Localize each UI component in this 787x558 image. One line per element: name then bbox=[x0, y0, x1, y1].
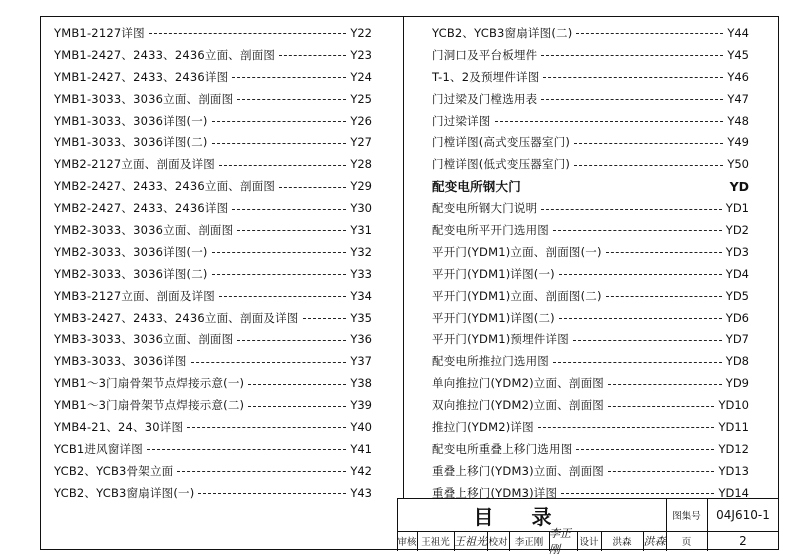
toc-entry-code: Y22 bbox=[350, 25, 372, 40]
leader-dashes bbox=[232, 77, 346, 78]
leader-dashes bbox=[147, 449, 346, 450]
toc-entry-code: Y26 bbox=[350, 113, 372, 128]
toc-entry-code: Y40 bbox=[350, 419, 372, 434]
leader-dashes bbox=[608, 406, 714, 407]
leader-dashes bbox=[187, 427, 346, 428]
toc-entry-code: Y46 bbox=[727, 69, 749, 84]
toc-entry bbox=[432, 285, 749, 307]
toc-entry-code: Y24 bbox=[350, 69, 372, 84]
page-number: 2 bbox=[739, 534, 747, 548]
toc-entry bbox=[54, 131, 372, 153]
toc-entry-title: 平开门(YDM1)详图(二) bbox=[432, 310, 555, 325]
reviewer-signature: 王祖光 bbox=[454, 535, 487, 548]
leader-dashes bbox=[543, 77, 723, 78]
toc-entry bbox=[432, 241, 749, 263]
toc-entry-code: Y50 bbox=[727, 157, 749, 172]
toc-entry bbox=[54, 460, 372, 482]
toc-entry-title: YMB4-21、24、30详图 bbox=[54, 419, 184, 434]
toc-entry-title: YMB1～3门扇骨架节点焊接示意(一) bbox=[54, 376, 245, 391]
toc-entry bbox=[432, 350, 749, 372]
toc-entry-code: YD9 bbox=[725, 376, 749, 391]
toc-entry-code: Y48 bbox=[727, 113, 749, 128]
toc-entry bbox=[54, 22, 372, 44]
leader-dashes bbox=[538, 427, 715, 428]
toc-entry bbox=[432, 416, 749, 438]
toc-entry-title: 门樘详图(低式变压器室门) bbox=[432, 157, 571, 172]
toc-entry bbox=[54, 285, 372, 307]
title-block bbox=[397, 498, 779, 556]
toc-entry bbox=[432, 307, 749, 329]
toc-entry-title: 单向推拉门(YDM2)立面、剖面图 bbox=[432, 376, 604, 391]
toc-entry-code: Y27 bbox=[350, 135, 372, 150]
leader-dashes bbox=[232, 209, 346, 210]
leader-dashes bbox=[576, 33, 723, 34]
design-label: 设计 bbox=[579, 537, 599, 548]
toc-entry-title: YMB1-2127详图 bbox=[54, 25, 145, 40]
toc-entry-title: YMB1-3033、3036详图(二) bbox=[54, 135, 208, 150]
toc-entry-title: 配变电所钢大门说明 bbox=[432, 201, 538, 216]
toc-entry-code: YD bbox=[729, 178, 749, 194]
toc-entry bbox=[54, 350, 372, 372]
toc-entry-title: 平开门(YDM1)预埋件详图 bbox=[432, 332, 569, 347]
leader-dashes bbox=[212, 143, 346, 144]
leader-dashes bbox=[248, 406, 346, 407]
leader-dashes bbox=[576, 449, 714, 450]
toc-entry-title: 重叠上移门(YDM3)详图 bbox=[432, 485, 558, 500]
catalog-title: 目录 bbox=[473, 504, 590, 529]
toc-entry bbox=[54, 372, 372, 394]
check-label: 校对 bbox=[488, 537, 508, 548]
leader-dashes bbox=[177, 471, 346, 472]
toc-entry-code: Y23 bbox=[350, 47, 372, 62]
toc-entry bbox=[54, 197, 372, 219]
leader-dashes bbox=[541, 55, 723, 56]
toc-entry bbox=[54, 153, 372, 175]
toc-entry-title: 配变电所推拉门选用图 bbox=[432, 354, 549, 369]
toc-entry bbox=[432, 438, 749, 460]
leader-dashes bbox=[198, 493, 346, 494]
leader-dashes bbox=[541, 209, 721, 210]
toc-entry bbox=[432, 197, 749, 219]
leader-dashes bbox=[608, 384, 722, 385]
toc-entry-code: YD3 bbox=[725, 244, 749, 259]
atlas-number-label: 图集号 bbox=[672, 511, 701, 522]
atlas-number: 04J610-1 bbox=[716, 508, 770, 522]
leader-dashes bbox=[495, 121, 724, 122]
toc-entry bbox=[432, 22, 749, 44]
toc-entry-title: YCB2、YCB3窗扇详图(一) bbox=[54, 485, 195, 500]
toc-entry-code: YD4 bbox=[725, 266, 749, 281]
leader-dashes bbox=[303, 318, 346, 319]
toc-right-column bbox=[432, 22, 749, 504]
toc-entry-title: 平开门(YDM1)详图(一) bbox=[432, 266, 555, 281]
toc-entry bbox=[432, 328, 749, 350]
leader-dashes bbox=[574, 165, 723, 166]
leader-dashes bbox=[553, 230, 722, 231]
toc-entry-title: YMB2-3033、3036详图(二) bbox=[54, 266, 208, 281]
leader-dashes bbox=[212, 274, 346, 275]
toc-entry-code: YD12 bbox=[718, 441, 749, 456]
leader-dashes bbox=[279, 55, 346, 56]
toc-entry-title: 门过梁及门樘选用表 bbox=[432, 91, 538, 106]
leader-dashes bbox=[606, 252, 722, 253]
toc-entry bbox=[54, 241, 372, 263]
leader-dashes bbox=[553, 362, 722, 363]
leader-dashes bbox=[237, 230, 346, 231]
toc-entry bbox=[432, 394, 749, 416]
toc-entry-code: YD1 bbox=[725, 201, 749, 216]
toc-entry-title: 平开门(YDM1)立面、剖面图(二) bbox=[432, 288, 602, 303]
toc-entry-code: YD7 bbox=[725, 332, 749, 347]
checker-signature: 李正刚 bbox=[549, 527, 571, 556]
toc-entry-code: Y45 bbox=[727, 47, 749, 62]
toc-section-heading bbox=[432, 175, 749, 197]
leader-dashes bbox=[559, 318, 722, 319]
toc-entry bbox=[432, 44, 749, 66]
leader-dashes bbox=[606, 296, 722, 297]
toc-entry-code: YD11 bbox=[718, 419, 749, 434]
toc-entry-title: YMB2-2127立面、剖面及详图 bbox=[54, 157, 215, 172]
toc-entry-title: YMB3-3033、3036详图 bbox=[54, 354, 187, 369]
toc-entry-title: YMB3-2127立面、剖面及详图 bbox=[54, 288, 215, 303]
leader-dashes bbox=[248, 384, 346, 385]
toc-entry-code: YD2 bbox=[725, 222, 749, 237]
toc-entry-code: Y41 bbox=[350, 441, 372, 456]
toc-entry-title: YMB2-3033、3036详图(一) bbox=[54, 244, 208, 259]
toc-entry-title: YMB2-2427、2433、2436立面、剖面图 bbox=[54, 179, 276, 194]
toc-entry-title: 配变电所平开门选用图 bbox=[432, 222, 549, 237]
toc-entry-code: Y39 bbox=[350, 398, 372, 413]
toc-entry bbox=[432, 219, 749, 241]
toc-entry bbox=[54, 482, 372, 504]
toc-entry-title: YCB1进风窗详图 bbox=[54, 441, 143, 456]
designer-signature: 洪森 bbox=[643, 535, 666, 548]
toc-entry bbox=[54, 175, 372, 197]
toc-entry-code: YD6 bbox=[725, 310, 749, 325]
leader-dashes bbox=[219, 296, 346, 297]
toc-entry-code: Y47 bbox=[727, 91, 749, 106]
toc-entry-title: 门樘详图(高式变压器室门) bbox=[432, 135, 571, 150]
leader-dashes bbox=[219, 165, 346, 166]
toc-entry-code: Y28 bbox=[350, 157, 372, 172]
toc-entry bbox=[432, 153, 749, 175]
checker-name: 李正刚 bbox=[514, 537, 544, 548]
leader-dashes bbox=[237, 99, 346, 100]
toc-entry bbox=[432, 110, 749, 132]
toc-entry bbox=[432, 66, 749, 88]
toc-entry-code: Y29 bbox=[350, 179, 372, 194]
leader-dashes bbox=[561, 493, 714, 494]
designer-name: 洪森 bbox=[612, 537, 632, 548]
toc-entry bbox=[54, 110, 372, 132]
toc-entry-title: 配变电所重叠上移门选用图 bbox=[432, 441, 573, 456]
toc-entry-title: 配变电所钢大门 bbox=[432, 179, 521, 195]
toc-entry bbox=[54, 438, 372, 460]
toc-entry-code: YD13 bbox=[718, 463, 749, 478]
toc-entry-code: Y37 bbox=[350, 354, 372, 369]
toc-left-column bbox=[54, 22, 372, 504]
toc-entry bbox=[432, 88, 749, 110]
toc-entry-title: YCB2、YCB3骨架立面 bbox=[54, 463, 174, 478]
toc-entry-code: Y31 bbox=[350, 222, 372, 237]
toc-entry-title: 重叠上移门(YDM3)立面、剖面图 bbox=[432, 463, 604, 478]
toc-entry bbox=[54, 307, 372, 329]
toc-entry-title: YMB1-3033、3036详图(一) bbox=[54, 113, 208, 128]
toc-entry-title: 平开门(YDM1)立面、剖面图(一) bbox=[432, 244, 602, 259]
toc-entry bbox=[54, 88, 372, 110]
toc-entry-code: Y34 bbox=[350, 288, 372, 303]
toc-entry-code: YD8 bbox=[725, 354, 749, 369]
toc-entry-code: Y32 bbox=[350, 244, 372, 259]
toc-entry-title: YMB3-3033、3036立面、剖面图 bbox=[54, 332, 234, 347]
toc-entry-title: YMB2-2427、2433、2436详图 bbox=[54, 201, 229, 216]
toc-entry-code: Y42 bbox=[350, 463, 372, 478]
reviewer-name: 王祖光 bbox=[421, 537, 450, 548]
toc-entry bbox=[54, 219, 372, 241]
toc-entry-title: YMB1～3门扇骨架节点焊接示意(二) bbox=[54, 398, 245, 413]
leader-dashes bbox=[212, 252, 346, 253]
toc-entry-title: 双向推拉门(YDM2)立面、剖面图 bbox=[432, 398, 604, 413]
toc-entry-title: T-1、2及预埋件详图 bbox=[432, 69, 540, 84]
toc-entry-title: YMB1-3033、3036立面、剖面图 bbox=[54, 91, 234, 106]
toc-entry-code: YD14 bbox=[718, 485, 749, 500]
toc-entry bbox=[432, 460, 749, 482]
leader-dashes bbox=[149, 33, 346, 34]
toc-entry-code: Y35 bbox=[350, 310, 372, 325]
leader-dashes bbox=[212, 121, 346, 122]
review-label: 审核 bbox=[397, 537, 417, 548]
leader-dashes bbox=[574, 143, 723, 144]
toc-entry-code: Y43 bbox=[350, 485, 372, 500]
toc-entry-title: YMB3-2427、2433、2436立面、剖面及详图 bbox=[54, 310, 299, 325]
toc-entry bbox=[54, 416, 372, 438]
toc-entry bbox=[432, 263, 749, 285]
leader-dashes bbox=[559, 274, 722, 275]
toc-entry-code: Y25 bbox=[350, 91, 372, 106]
column-divider bbox=[403, 16, 404, 498]
toc-entry bbox=[54, 66, 372, 88]
page-label: 页 bbox=[681, 537, 692, 548]
toc-entry bbox=[432, 131, 749, 153]
toc-entry bbox=[54, 44, 372, 66]
leader-dashes bbox=[608, 471, 714, 472]
toc-entry-title: YMB1-2427、2433、2436立面、剖面图 bbox=[54, 47, 276, 62]
toc-entry-code: Y44 bbox=[727, 25, 749, 40]
toc-entry bbox=[432, 372, 749, 394]
toc-entry-code: YD10 bbox=[718, 398, 749, 413]
toc-entry-code: Y36 bbox=[350, 332, 372, 347]
toc-entry-title: YCB2、YCB3窗扇详图(二) bbox=[432, 25, 573, 40]
toc-entry-title: 门过梁详图 bbox=[432, 113, 491, 128]
leader-dashes bbox=[191, 362, 346, 363]
toc-entry-title: 门洞口及平台板埋件 bbox=[432, 47, 538, 62]
toc-entry-code: Y38 bbox=[350, 376, 372, 391]
toc-entry-code: YD5 bbox=[725, 288, 749, 303]
toc-entry-code: Y30 bbox=[350, 201, 372, 216]
toc-entry-title: YMB1-2427、2433、2436详图 bbox=[54, 69, 229, 84]
toc-entry bbox=[54, 328, 372, 350]
toc-entry-code: Y49 bbox=[727, 135, 749, 150]
leader-dashes bbox=[279, 187, 346, 188]
toc-entry-code: Y33 bbox=[350, 266, 372, 281]
leader-dashes bbox=[573, 340, 722, 341]
toc-entry bbox=[54, 394, 372, 416]
leader-dashes bbox=[237, 340, 346, 341]
toc-entry bbox=[54, 263, 372, 285]
toc-entry-title: 推拉门(YDM2)详图 bbox=[432, 419, 534, 434]
toc-entry-title: YMB2-3033、3036立面、剖面图 bbox=[54, 222, 234, 237]
leader-dashes bbox=[541, 99, 723, 100]
